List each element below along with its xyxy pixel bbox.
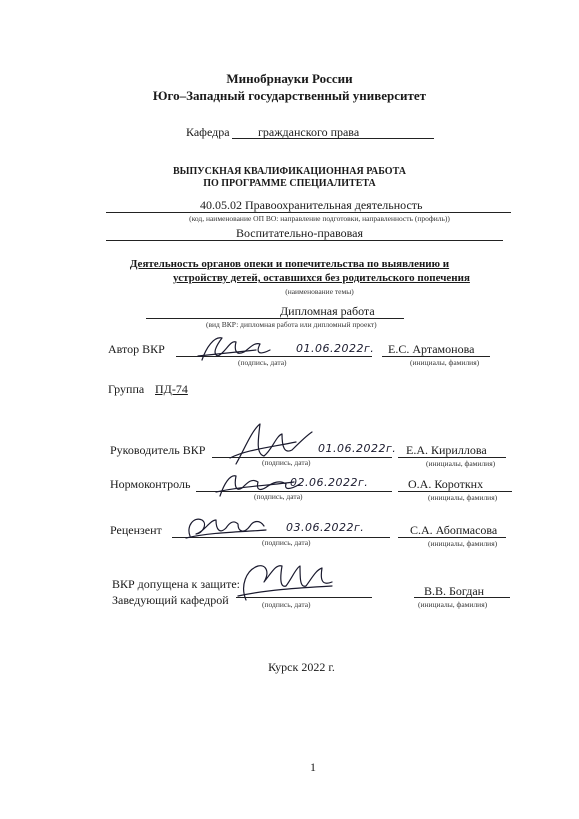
normcontrol-name-caption: (инициалы, фамилия) <box>428 493 498 502</box>
kind-caption: (вид ВКР: дипломная работа или дипломный проект) <box>206 320 377 329</box>
page-number: 1 <box>310 760 316 774</box>
reviewer-sig-caption: (подпись, дата) <box>262 538 311 547</box>
head-of-department-label: Заведующий кафедрой <box>112 593 229 607</box>
program-caption: (код, наименование ОП ВО: направление подготовки, направленность (профиль)) <box>189 214 450 223</box>
admission-name: В.В. Богдан <box>424 584 485 598</box>
work-type-line1: ВЫПУСКНАЯ КВАЛИФИКАЦИОННАЯ РАБОТА <box>173 166 406 177</box>
admission-sig-caption: (подпись, дата) <box>262 600 311 609</box>
reviewer-name-caption: (инициалы, фамилия) <box>428 539 498 548</box>
department-label: Кафедра <box>186 125 230 139</box>
reviewer-date: 03.06.2022г. <box>286 521 365 534</box>
author-label: Автор ВКР <box>108 342 165 356</box>
kind-value: Дипломная работа <box>280 304 375 318</box>
university-title: Юго–Западный государственный университет <box>152 88 427 103</box>
admission-name-caption: (инициалы, фамилия) <box>418 600 488 609</box>
supervisor-label: Руководитель ВКР <box>110 443 206 457</box>
reviewer-signature <box>182 506 272 546</box>
topic-line1: Деятельность органов опеки и попечительства по выявлению и <box>129 258 450 270</box>
author-name: Е.С. Артамонова <box>388 342 475 356</box>
group-value: ПД-74 <box>155 382 188 396</box>
group-label: Группа <box>108 382 145 396</box>
supervisor-name-caption: (инициалы, фамилия) <box>426 459 496 468</box>
normcontrol-name: О.А. Короткнх <box>408 477 484 491</box>
author-date: 01.06.2022г. <box>296 342 375 355</box>
author-name-caption: (инициалы, фамилия) <box>410 358 480 367</box>
topic-line2: устройству детей, оставшихся без родительского попечения <box>173 272 470 284</box>
admission-signature <box>236 556 336 606</box>
admission-label: ВКР допущена к защите: <box>112 577 240 591</box>
topic-caption: (наименование темы) <box>285 287 354 296</box>
supervisor-name: Е.А. Кириллова <box>406 443 487 457</box>
normcontrol-date: 02.06.2022г. <box>290 476 369 489</box>
normcontrol-label: Нормоконтроль <box>110 477 191 491</box>
program-value: 40.05.02 Правоохранительная деятельность <box>200 198 423 212</box>
city-year: Курск 2022 г. <box>268 660 335 674</box>
profile-value: Воспитательно-правовая <box>236 226 364 240</box>
department-value: гражданского права <box>258 125 360 139</box>
reviewer-name: С.А. Абопмасова <box>410 523 498 537</box>
supervisor-date: 01.06.2022г. <box>318 442 397 455</box>
work-type-line2: ПО ПРОГРАММЕ СПЕЦИАЛИТЕТА <box>203 178 376 189</box>
ministry-title: Минобрнауки России <box>226 71 353 86</box>
normcontrol-sig-caption: (подпись, дата) <box>254 492 303 501</box>
reviewer-label: Рецензент <box>110 523 162 537</box>
author-sig-caption: (подпись, дата) <box>238 358 287 367</box>
supervisor-sig-caption: (подпись, дата) <box>262 458 311 467</box>
